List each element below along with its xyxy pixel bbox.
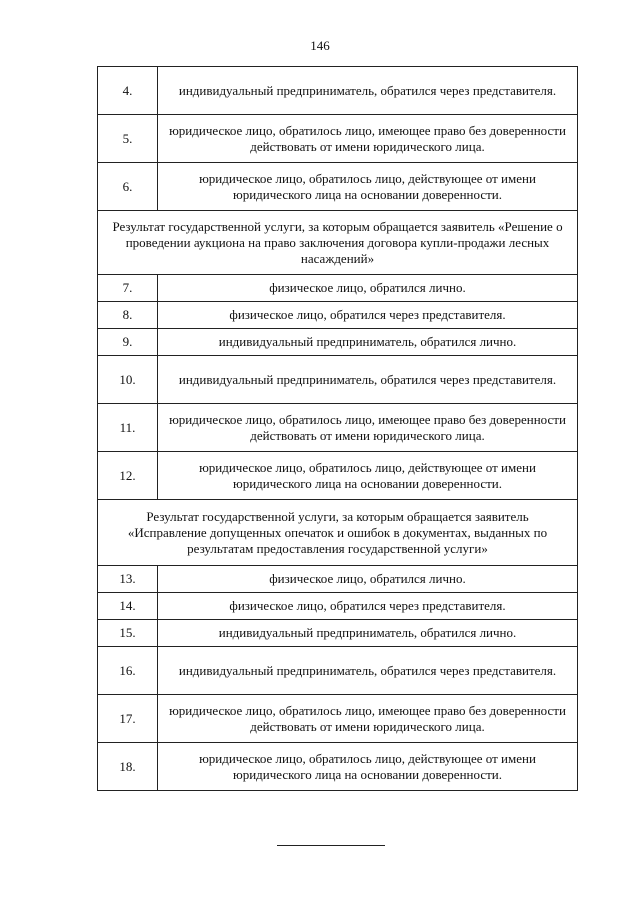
row-number: 8. [98, 302, 158, 329]
row-number: 6. [98, 163, 158, 211]
table-row [98, 404, 578, 452]
table-row [98, 356, 578, 404]
row-text: юридическое лицо, обратилось лицо, действующее от имени юридического лица на основании доверенности. [158, 743, 578, 791]
row-number: 7. [98, 275, 158, 302]
row-text: индивидуальный предприниматель, обратился через представителя. [158, 356, 578, 404]
row-text: юридическое лицо, обратилось лицо, действующее от имени юридического лица на основании доверенности. [158, 452, 578, 500]
table-row [98, 743, 578, 791]
row-number: 15. [98, 620, 158, 647]
section-title: Результат государственной услуги, за которым обращается заявитель «Решение о проведении аукциона на право заключения договора купли-продажи лесных насаждений» [98, 211, 578, 275]
row-number: 13. [98, 566, 158, 593]
row-text: индивидуальный предприниматель, обратился лично. [158, 620, 578, 647]
table-row [98, 302, 578, 329]
table-row [98, 115, 578, 163]
row-number: 11. [98, 404, 158, 452]
row-number: 9. [98, 329, 158, 356]
row-number: 12. [98, 452, 158, 500]
section-header-row [98, 211, 578, 275]
row-number: 17. [98, 695, 158, 743]
table-row [98, 593, 578, 620]
row-text: юридическое лицо, обратилось лицо, имеющее право без доверенности действовать от имени юридического лица. [158, 695, 578, 743]
row-number: 10. [98, 356, 158, 404]
row-number: 5. [98, 115, 158, 163]
row-text: физическое лицо, обратился лично. [158, 566, 578, 593]
row-number: 14. [98, 593, 158, 620]
table-row [98, 163, 578, 211]
row-number: 4. [98, 67, 158, 115]
row-text: индивидуальный предприниматель, обратился через представителя. [158, 67, 578, 115]
table-row [98, 566, 578, 593]
table-row [98, 329, 578, 356]
row-text: индивидуальный предприниматель, обратился через представителя. [158, 647, 578, 695]
table-row [98, 67, 578, 115]
row-text: физическое лицо, обратился через представителя. [158, 593, 578, 620]
row-text: юридическое лицо, обратилось лицо, действующее от имени юридического лица на основании доверенности. [158, 163, 578, 211]
row-text: физическое лицо, обратился лично. [158, 275, 578, 302]
row-number: 18. [98, 743, 158, 791]
table-row [98, 695, 578, 743]
row-number: 16. [98, 647, 158, 695]
table-row [98, 647, 578, 695]
row-text: физическое лицо, обратился через представителя. [158, 302, 578, 329]
row-text: юридическое лицо, обратилось лицо, имеющее право без доверенности действовать от имени юридического лица. [158, 115, 578, 163]
table-row [98, 275, 578, 302]
section-title: Результат государственной услуги, за которым обращается заявитель «Исправление допущенных опечаток и ошибок в документах, выданных по результатам предоставления государственной услуги» [98, 500, 578, 566]
row-text: юридическое лицо, обратилось лицо, имеющее право без доверенности действовать от имени юридического лица. [158, 404, 578, 452]
table-row [98, 620, 578, 647]
section-header-row [98, 500, 578, 566]
page-number: 146 [310, 38, 330, 53]
row-text: индивидуальный предприниматель, обратился лично. [158, 329, 578, 356]
table-row [98, 452, 578, 500]
footer-separator-line [277, 845, 385, 846]
applicant-variants-table [97, 66, 578, 791]
